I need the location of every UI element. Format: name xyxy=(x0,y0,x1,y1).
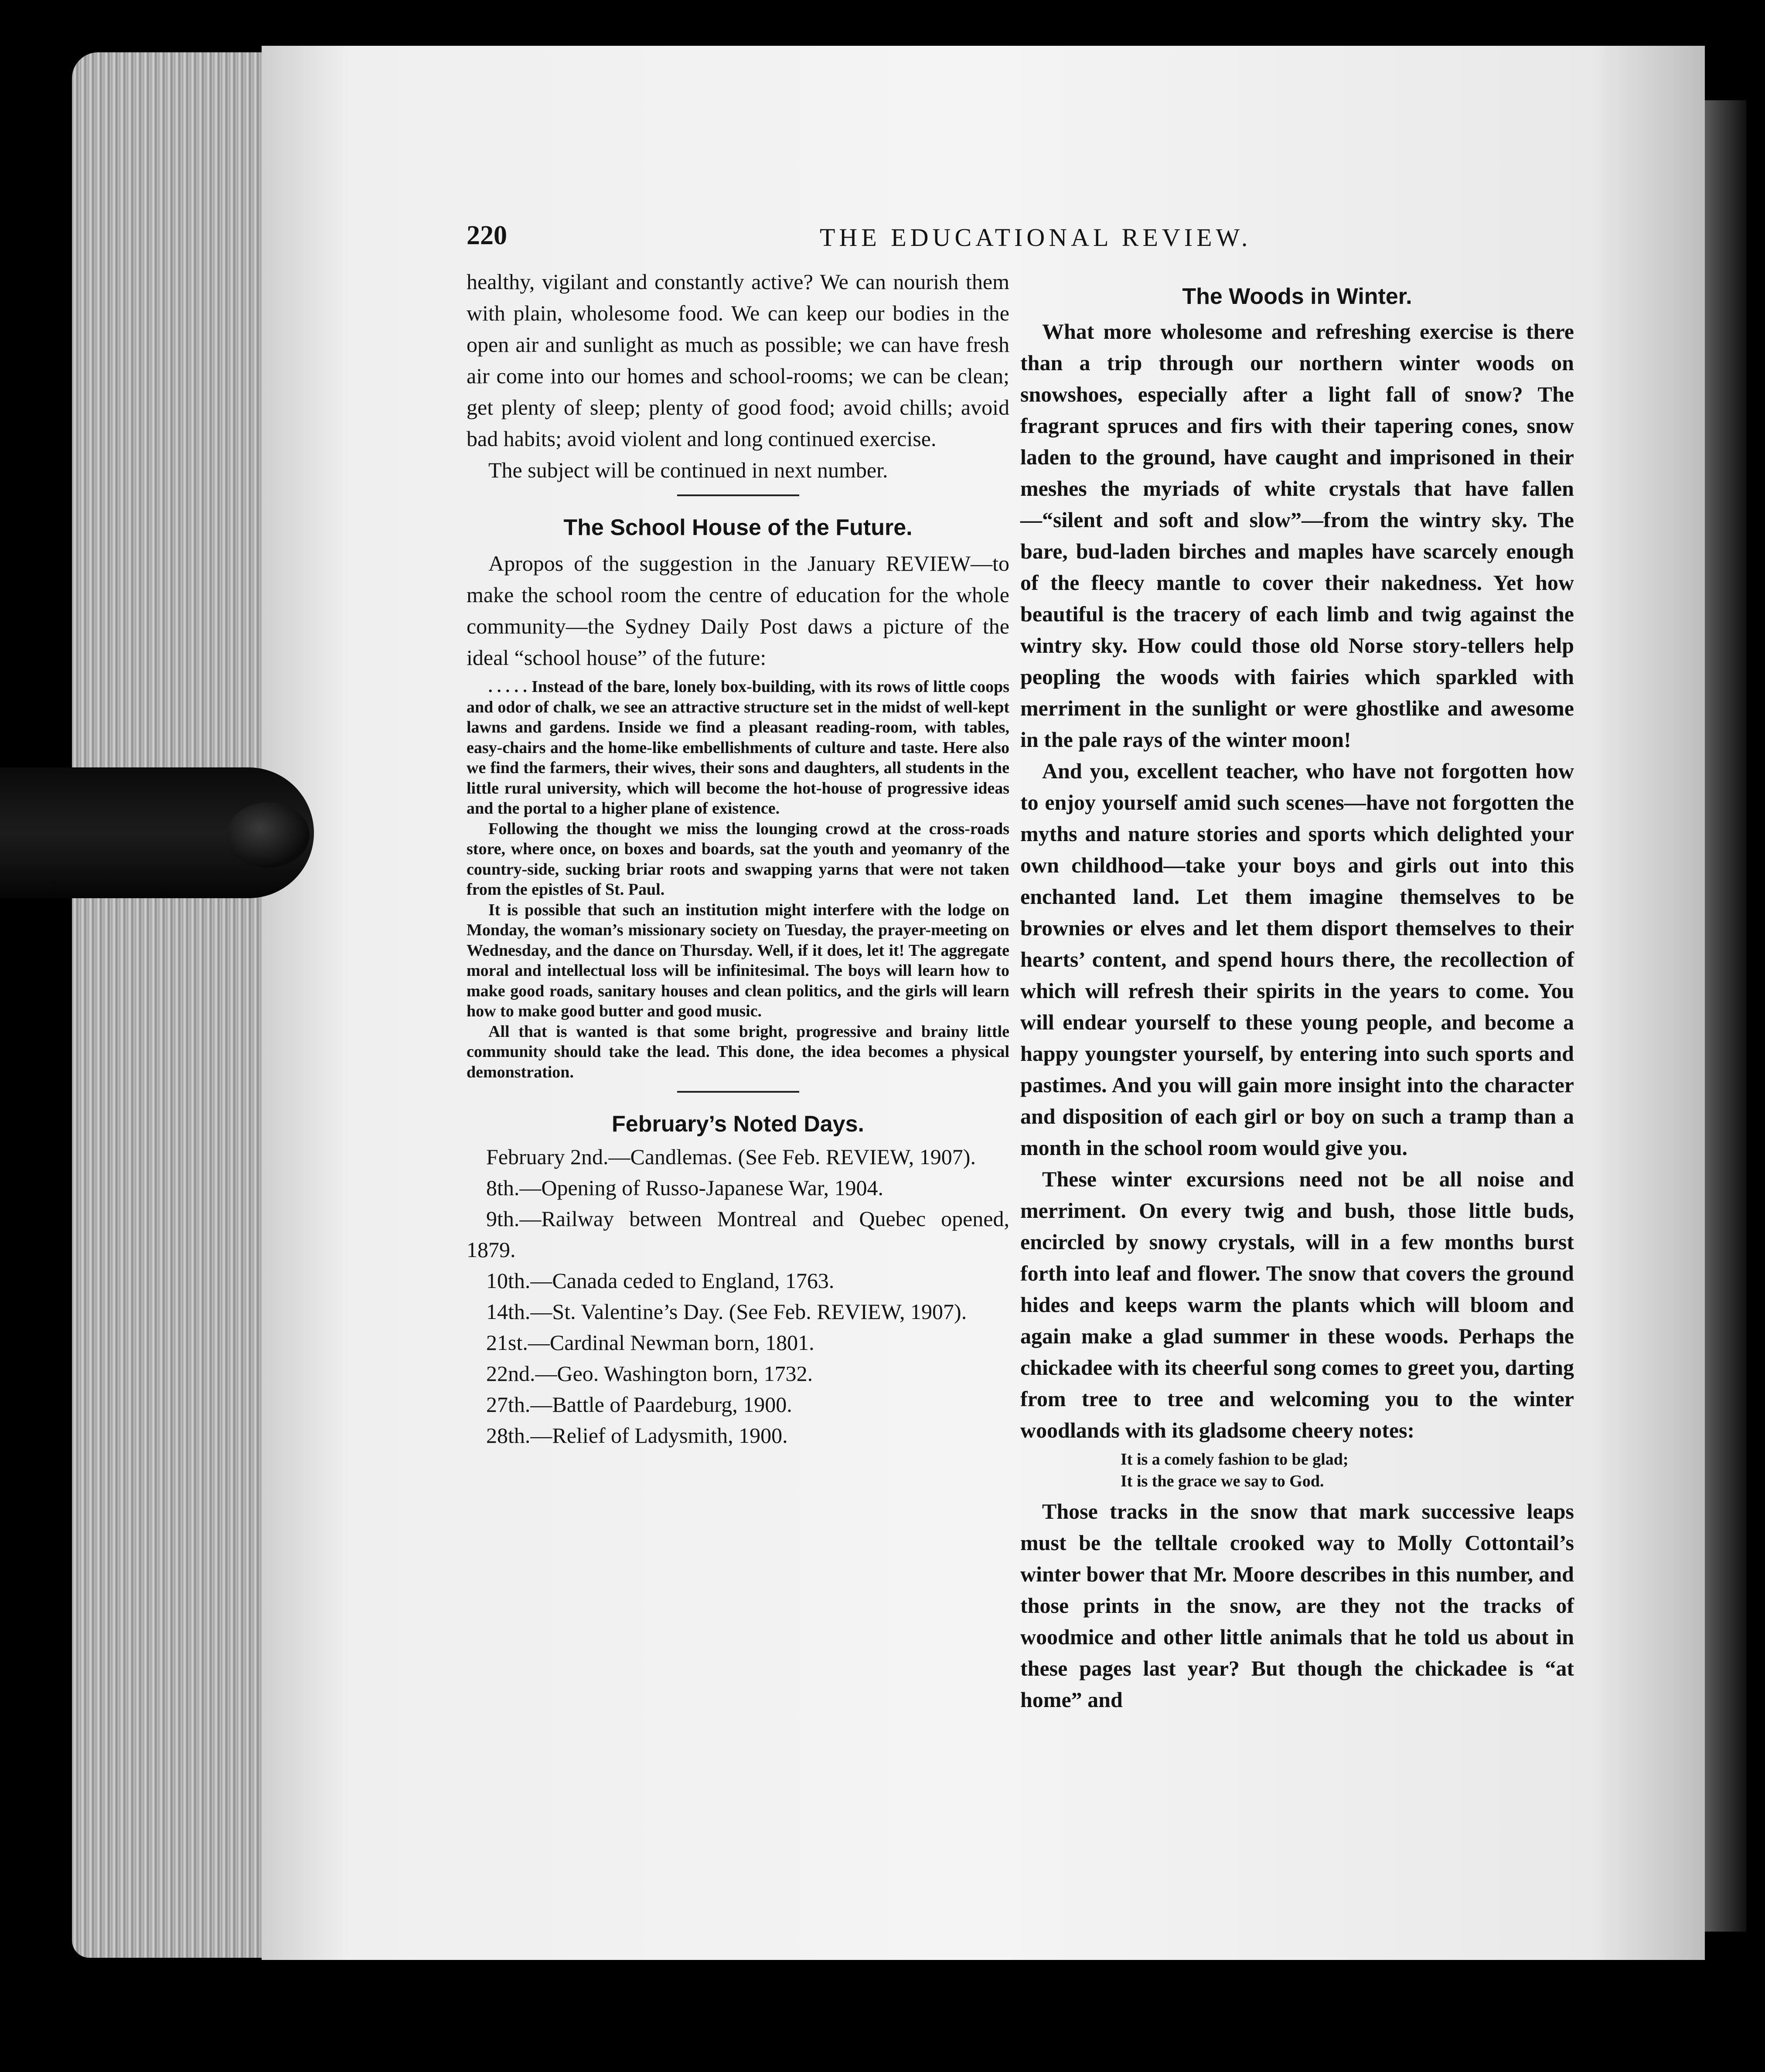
list-item: 8th.—Opening of Russo-Japanese War, 1904. xyxy=(486,1176,883,1200)
woods-closing-paragraph: Those tracks in the snow that mark successive leaps must be the telltale crooked way to Molly Cottontail’s winter bower that Mr. Moore describes in this number, and those prints in the snow, are they not the tracks of woodmice and other little animals that he told us about in these pages last year? But though the chickadee is “at home” and xyxy=(1020,1499,1574,1712)
noted-days-title: February’s Noted Days. xyxy=(612,1111,864,1137)
list-item: 10th.—Canada ceded to England, 1763. xyxy=(486,1268,835,1293)
list-item: 9th.—Railway between Montreal and Quebec opened, 1879. xyxy=(467,1206,1009,1262)
verse-quote xyxy=(1020,1446,1574,1496)
verse-line: It is a comely fashion to be glad; xyxy=(1121,1450,1349,1469)
verse-line: It is the grace we say to God. xyxy=(1121,1472,1324,1490)
woods-paragraph: What more wholesome and refreshing exercise is there than a trip through our northern winter woods on snowshoes, especially after a light fall of snow? The fragrant spruces and firs with their tapering cones, snow laden to the ground, have caught and imprisoned in their meshes the myriads of white crystals that have fallen—“silent and soft and slow”—from the wintry sky. The bare, bud-laden birches and maples have scarcely enough of the fleecy mantle to cover their nakedness. Yet how beautiful is the tracery of each limb and twig against the wintry sky. How could those old Norse story-tellers help peopling the woods with fairies which sparkled with merriment in the sunlight or were ghostlike and awesome in the pale rays of the winter moon! xyxy=(1020,319,1574,752)
woods-paragraph: These winter excursions need not be all noise and merriment. On every twig and bush, those little buds, encircled by snowy crystals, will in a few months burst forth into leaf and flower. The snow that covers the ground hides and keeps warm the plants which will bloom and again make a glad summer in these woods. Perhaps the chickadee with its cheerful song comes to greet you, darting from tree to tree and welcoming you to the winter woodlands with its gladsome cheery notes: xyxy=(1020,1167,1574,1442)
list-item: 14th.—St. Valentine’s Day. (See Feb. REVIEW, 1907). xyxy=(486,1299,967,1324)
book-page-edges xyxy=(72,52,281,1958)
quote-paragraph: All that is wanted is that some bright, progressive and brainy little community should take the lead. This done, the idea becomes a physical demonstration. xyxy=(467,1022,1009,1081)
list-item: 22nd.—Geo. Washington born, 1732. xyxy=(486,1361,813,1386)
facing-page-edge xyxy=(1705,100,1746,1932)
quote-paragraph: . . . . . Instead of the bare, lonely box-building, with its rows of little coops and odor of chalk, we see an attractive structure set in the midst of well-kept lawns and gardens. Inside we find a pleasant reading-room, with tables, easy-chairs and the home-like embellishments of culture and taste. Here also we find the farmers, their wives, their sons and daughters, all students in the little rural university, which will become the hot-house of progressive ideas and the portal to a higher plane of existence. xyxy=(467,678,1009,818)
continuation-paragraph: healthy, vigilant and constantly active? We can nourish them with plain, wholesome food. We can keep our bodies in the open air and sunlight as much as possible; we can have fresh air come into our homes and school-rooms; we can be clean; get plenty of sleep; plenty of good food; avoid chills; avoid bad habits; avoid violent and long continued exercise. xyxy=(467,269,1009,451)
thumbnail-shadow xyxy=(227,802,310,868)
list-item: 27th.—Battle of Paardeburg, 1900. xyxy=(486,1392,792,1417)
quote-paragraph: Following the thought we miss the lounging crowd at the cross-roads store, where once, on boxes and boards, sat the youth and yeomanry of the country-side, sucking briar roots and swapping yarns that were not taken from the epistles of St. Paul. xyxy=(467,819,1009,899)
running-title: THE EDUCATIONAL REVIEW. xyxy=(820,223,1252,252)
section-divider xyxy=(677,1091,799,1093)
noted-days-list xyxy=(467,1142,1009,1451)
list-item: 21st.—Cardinal Newman born, 1801. xyxy=(486,1330,814,1355)
list-item: 28th.—Relief of Ladysmith, 1900. xyxy=(486,1423,788,1448)
woods-paragraph: And you, excellent teacher, who have not forgotten how to enjoy yourself amid such scenes—have not forgotten the myths and nature stories and sports which delighted your own childhood—take your boys and girls out into this enchanted land. Let them imagine themselves to be brownies or elves and let them disport themselves to their hearts’ content, and spend hours there, the recollection of which will refresh their spirits in the years to come. You will endear yourself to these young people, and become a happy youngster yourself, by entering into such sports and pastimes. And you will gain more insight into the character and disposition of each girl or boy on such a tramp than a month in the school room would give you. xyxy=(1020,759,1574,1160)
woods-title: The Woods in Winter. xyxy=(1182,284,1412,309)
school-house-intro: Apropos of the suggestion in the January REVIEW—to make the school room the centre of education for the whole community—the Sydney Daily Post daws a picture of the ideal “school house” of the future: xyxy=(467,551,1009,670)
page-header xyxy=(467,220,1487,259)
continuation-note: The subject will be continued in next number. xyxy=(488,458,888,482)
quote-paragraph: It is possible that such an institution might interfere with the lodge on Monday, the woman’s missionary society on Tuesday, the prayer-meeting on Wednesday, and the dance on Thursday. Well, if it does, let it! The aggregate moral and intellectual loss will be infinitesimal. The boys will learn how to make good roads, sanitary houses and clean politics, and the girls will learn how to make good butter and good music. xyxy=(467,900,1009,1020)
page-number: 220 xyxy=(467,221,507,250)
section-divider xyxy=(677,494,799,496)
list-item: February 2nd.—Candlemas. (See Feb. REVIEW, 1907). xyxy=(486,1145,976,1169)
school-house-title: The School House of the Future. xyxy=(563,515,913,540)
left-column xyxy=(467,266,1009,1451)
right-column xyxy=(1020,279,1574,1715)
